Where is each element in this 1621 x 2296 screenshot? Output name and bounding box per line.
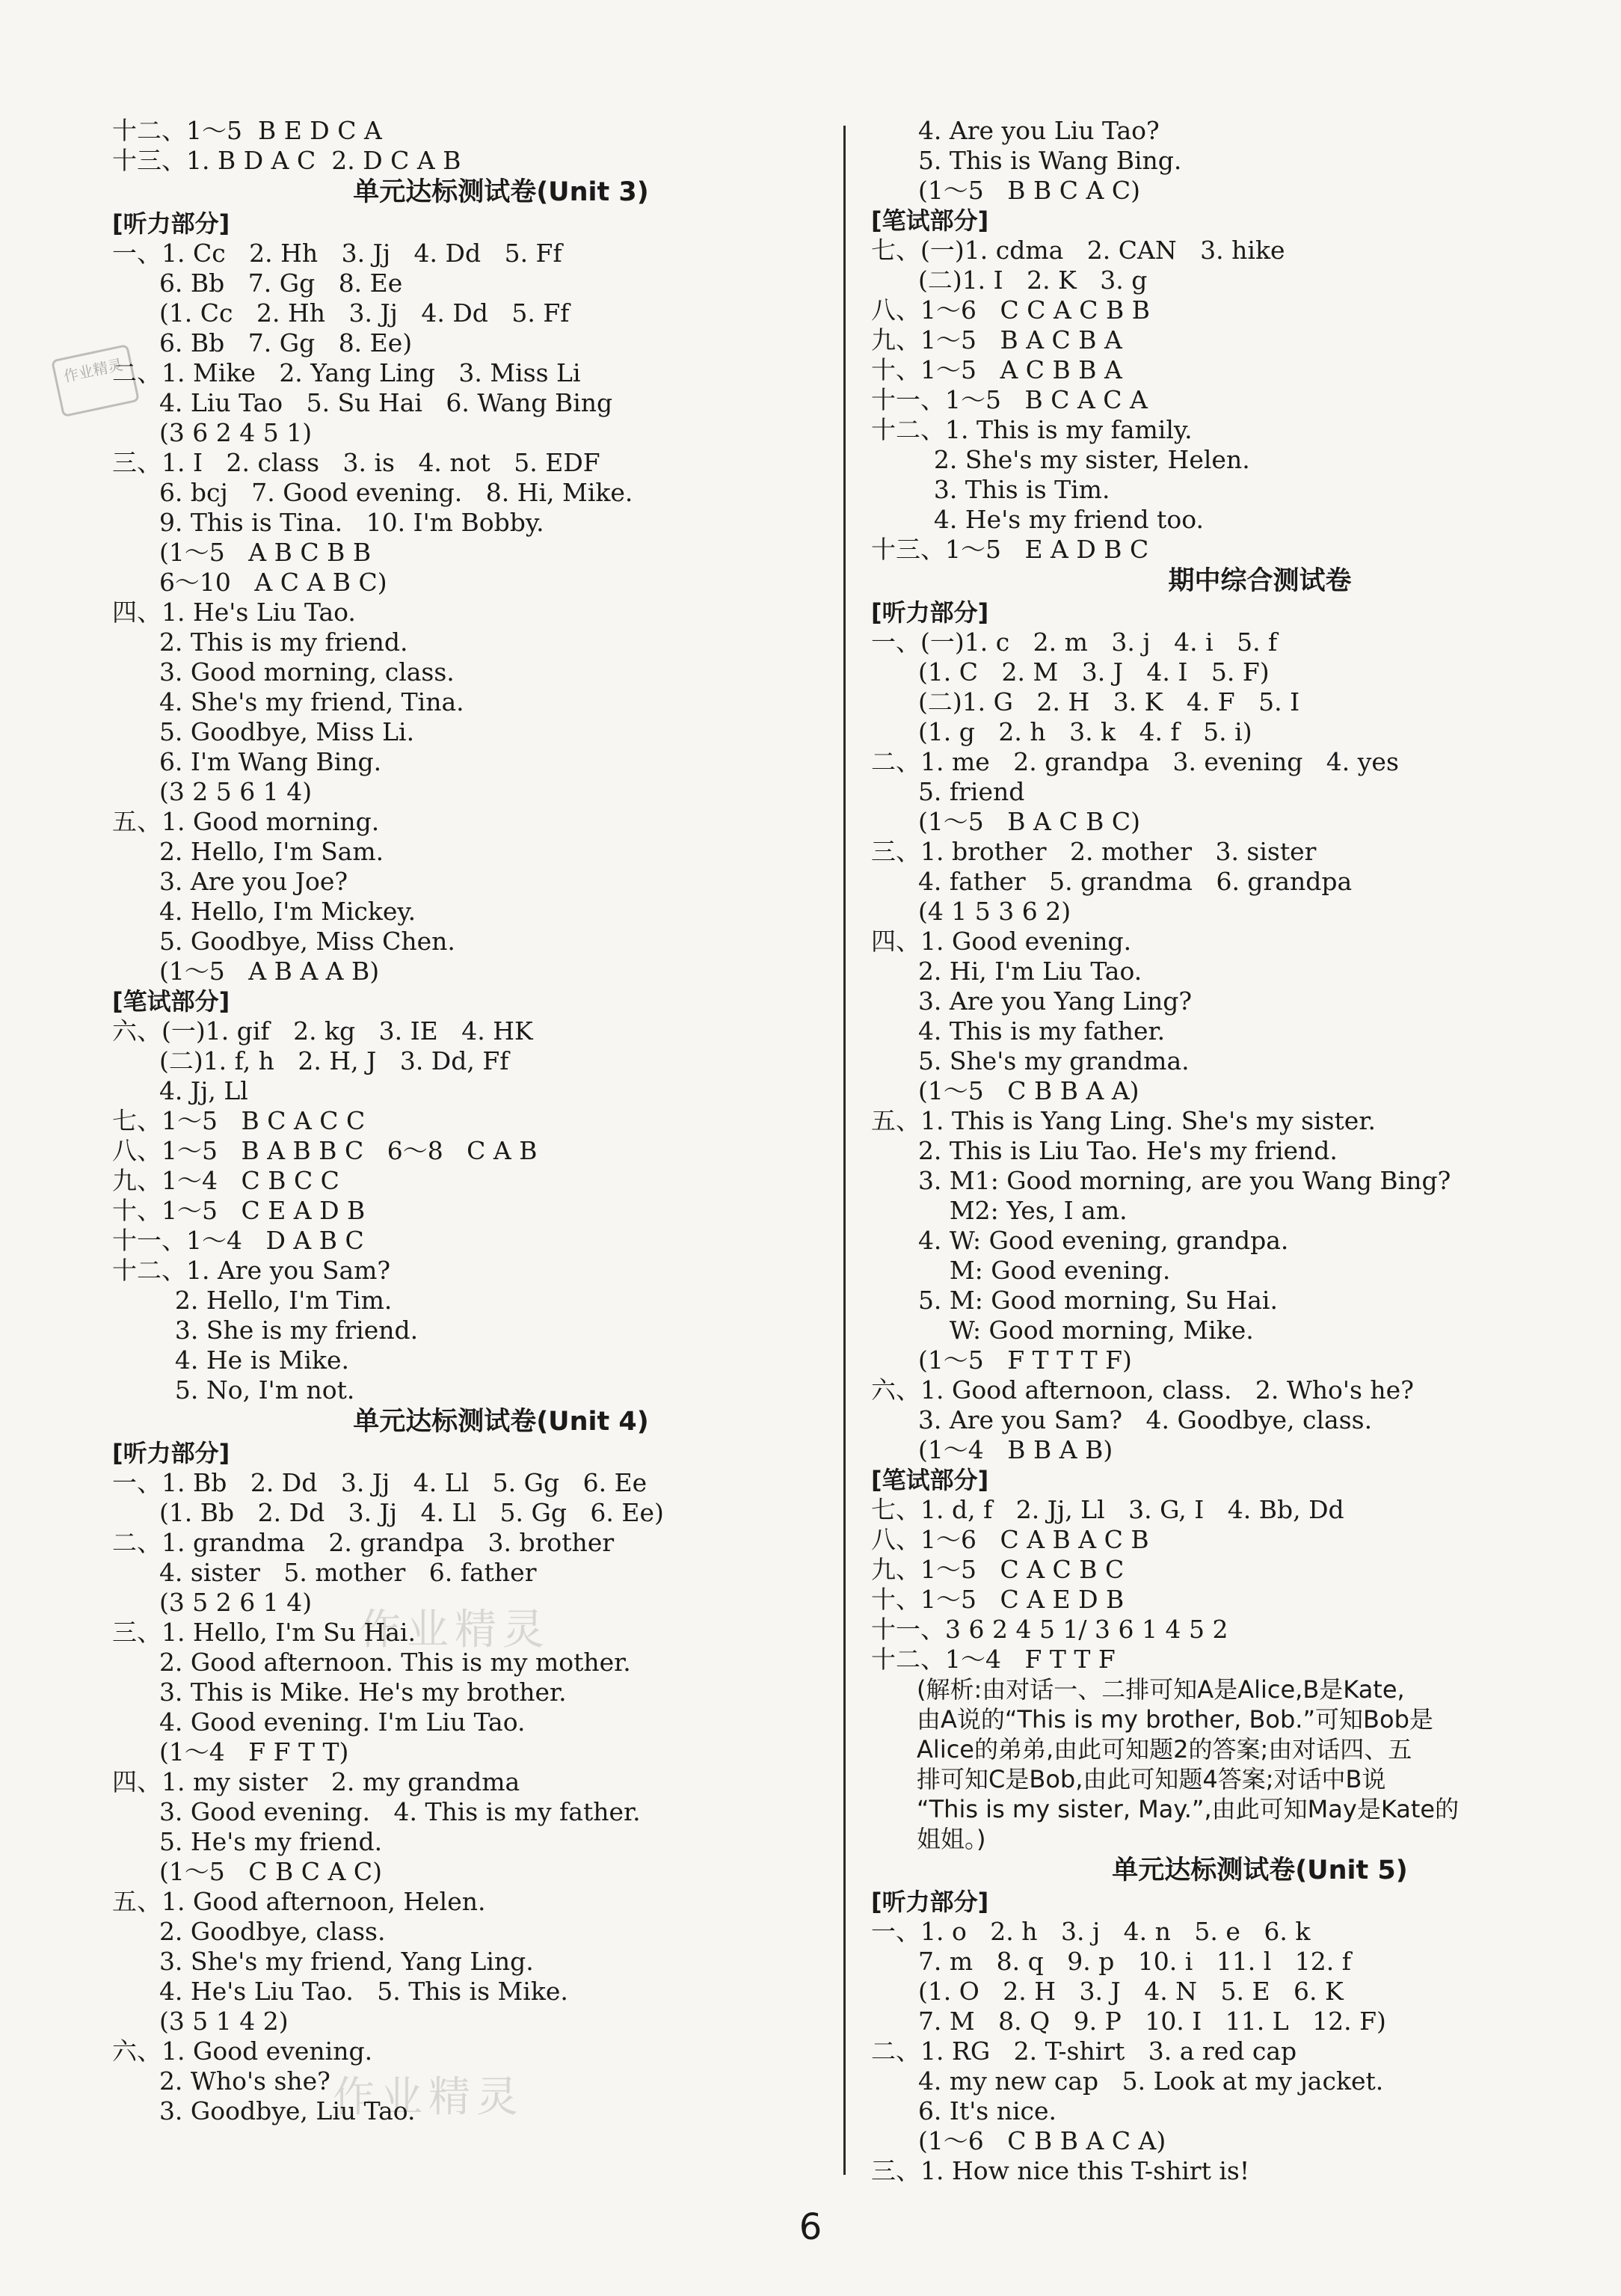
part-label: [听力部分] bbox=[112, 209, 230, 238]
answer-line: 三、1. I 2. class 3. is 4. not 5. EDF bbox=[112, 448, 600, 477]
answer-line: 2. Goodbye, class. bbox=[112, 1917, 386, 1946]
answer-line: 3. M1: Good morning, are you Wang Bing? bbox=[871, 1166, 1451, 1195]
answer-line: 7. m 8. q 9. p 10. i 11. l 12. f bbox=[871, 1947, 1351, 1976]
part-label: [听力部分] bbox=[871, 598, 989, 627]
answer-line: 4. Are you Liu Tao? bbox=[871, 116, 1160, 145]
answer-line: 3. Are you Yang Ling? bbox=[871, 986, 1193, 1016]
answer-line: 八、1～6 C C A C B B bbox=[871, 295, 1150, 325]
part-label: [笔试部分] bbox=[871, 1466, 989, 1494]
answer-line: 一、1. Cc 2. Hh 3. Jj 4. Dd 5. Ff bbox=[112, 239, 562, 268]
answer-line: 四、1. He's Liu Tao. bbox=[112, 598, 356, 627]
answer-line: 十三、1～5 E A D B C bbox=[871, 535, 1149, 564]
answer-line: (1～5 B A C B C) bbox=[871, 807, 1140, 836]
answer-line: 4. Hello, I'm Mickey. bbox=[112, 897, 416, 926]
answer-line: (4 1 5 3 6 2) bbox=[871, 897, 1071, 926]
answer-line: 二、1. me 2. grandpa 3. evening 4. yes bbox=[871, 747, 1399, 776]
answer-line: (1～4 F F T T) bbox=[112, 1737, 349, 1766]
answer-line: 5. Goodbye, Miss Li. bbox=[112, 717, 415, 746]
part-label: [听力部分] bbox=[871, 1888, 989, 1916]
answer-line: 5. M: Good morning, Su Hai. bbox=[871, 1286, 1278, 1315]
answer-line: 八、1～6 C A B A C B bbox=[871, 1525, 1149, 1554]
answer-line: 4. This is my father. bbox=[871, 1016, 1166, 1046]
answer-line: 2. Good afternoon. This is my mother. bbox=[112, 1648, 631, 1677]
answer-line: (1～5 F T T T F) bbox=[871, 1345, 1132, 1375]
answer-line: 七、(一)1. cdma 2. CAN 3. hike bbox=[871, 236, 1285, 265]
answer-line: 4. father 5. grandma 6. grandpa bbox=[871, 867, 1353, 896]
answer-line: 十二、1. This is my family. bbox=[871, 415, 1193, 444]
right-column bbox=[871, 116, 1589, 2186]
section-heading: 单元达标测试卷(Unit 4) bbox=[353, 1407, 649, 1437]
answer-line: 6. bcj 7. Good evening. 8. Hi, Mike. bbox=[112, 478, 633, 507]
answer-line: 6. I'm Wang Bing. bbox=[112, 747, 382, 776]
answer-line: (二)1. I 2. K 3. g bbox=[871, 265, 1148, 295]
answer-line: 十、1～5 C E A D B bbox=[112, 1196, 366, 1225]
answer-line: (3 5 1 4 2) bbox=[112, 2007, 289, 2036]
answer-line: (1. C 2. M 3. J 4. I 5. F) bbox=[871, 657, 1270, 687]
answer-line: 3. This is Tim. bbox=[871, 475, 1110, 504]
answer-line: 3. Good morning, class. bbox=[112, 657, 455, 687]
answer-line: 3. She's my friend, Yang Ling. bbox=[112, 1947, 534, 1976]
answer-line: W: Good morning, Mike. bbox=[871, 1316, 1254, 1345]
answer-line: 五、1. Good afternoon, Helen. bbox=[112, 1887, 486, 1916]
answer-line: 十二、1～4 F T T F bbox=[871, 1645, 1116, 1674]
answer-line: 4. W: Good evening, grandpa. bbox=[871, 1226, 1289, 1255]
answer-line: 4. She's my friend, Tina. bbox=[112, 687, 464, 716]
answer-line: (1～5 C B B A A) bbox=[871, 1076, 1139, 1105]
explanation-line: 由A说的“This is my brother, Bob.”可知Bob是 bbox=[871, 1705, 1433, 1734]
explanation-line: 排可知C是Bob,由此可知题4答案;对话中B说 bbox=[871, 1765, 1386, 1793]
column-divider bbox=[843, 126, 846, 2175]
answer-line: 五、1. This is Yang Ling. She's my sister. bbox=[871, 1106, 1376, 1135]
answer-line: (1～6 C B B A C A) bbox=[871, 2126, 1166, 2155]
watermark: 作业精灵 bbox=[359, 1606, 550, 1654]
answer-line: 十一、3 6 2 4 5 1/ 3 6 1 4 5 2 bbox=[871, 1615, 1228, 1644]
answer-line: 4. He is Mike. bbox=[112, 1345, 350, 1375]
answer-line: 5. This is Wang Bing. bbox=[871, 146, 1182, 175]
left-column bbox=[112, 116, 830, 2126]
answer-line: 2. She's my sister, Helen. bbox=[871, 445, 1250, 474]
answer-line: 9. This is Tina. 10. I'm Bobby. bbox=[112, 508, 544, 537]
answer-line: 七、1. d, f 2. Jj, Ll 3. G, I 4. Bb, Dd bbox=[871, 1495, 1344, 1524]
answer-line: 3. She is my friend. bbox=[112, 1316, 419, 1345]
answer-line: (3 2 5 6 1 4) bbox=[112, 777, 313, 806]
answer-line: 四、1. Good evening. bbox=[871, 927, 1132, 956]
answer-line: M: Good evening. bbox=[871, 1256, 1171, 1285]
answer-line: 5. Goodbye, Miss Chen. bbox=[112, 927, 455, 956]
answer-line: 2. This is my friend. bbox=[112, 627, 408, 657]
answer-line: (1～4 B B A B) bbox=[871, 1435, 1113, 1464]
part-label: [笔试部分] bbox=[112, 987, 230, 1016]
answer-line: 3. Good evening. 4. This is my father. bbox=[112, 1797, 641, 1826]
answer-line: 6. Bb 7. Gg 8. Ee bbox=[112, 268, 403, 298]
answer-line: 3. Are you Joe? bbox=[112, 867, 348, 896]
answer-line: 九、1～4 C B C C bbox=[112, 1166, 339, 1195]
answer-line: (1. Cc 2. Hh 3. Jj 4. Dd 5. Ff bbox=[112, 298, 570, 328]
answer-line: 3. Are you Sam? 4. Goodbye, class. bbox=[871, 1405, 1373, 1434]
answer-line: 2. Hi, I'm Liu Tao. bbox=[871, 957, 1142, 986]
part-label: [笔试部分] bbox=[871, 206, 989, 235]
answer-line: 九、1～5 C A C B C bbox=[871, 1555, 1125, 1584]
answer-line: 2. Hello, I'm Sam. bbox=[112, 837, 384, 866]
answer-line: (1～5 A B A A B) bbox=[112, 957, 380, 986]
answer-line: (1～5 C B C A C) bbox=[112, 1857, 382, 1886]
answer-line: 六、(一)1. gif 2. kg 3. IE 4. HK bbox=[112, 1016, 533, 1046]
answer-line: 4. Jj, Ll bbox=[112, 1076, 248, 1105]
answer-line: (3 5 2 6 1 4) bbox=[112, 1588, 313, 1617]
answer-line: 6. Bb 7. Gg 8. Ee) bbox=[112, 328, 413, 357]
answer-line: 十二、1. Are you Sam? bbox=[112, 1256, 391, 1285]
answer-line: 一、1. Bb 2. Dd 3. Jj 4. Ll 5. Gg 6. Ee bbox=[112, 1468, 648, 1497]
answer-line: 2. Who's she? bbox=[112, 2066, 330, 2096]
answer-line: 三、1. brother 2. mother 3. sister bbox=[871, 837, 1317, 866]
answer-line: 5. She's my grandma. bbox=[871, 1046, 1190, 1075]
answer-line: (1. Bb 2. Dd 3. Jj 4. Ll 5. Gg 6. Ee) bbox=[112, 1498, 664, 1527]
answer-line: 4. Liu Tao 5. Su Hai 6. Wang Bing bbox=[112, 388, 613, 417]
answer-line: 4. He's my friend too. bbox=[871, 505, 1204, 534]
answer-line: 二、1. grandma 2. grandpa 3. brother bbox=[112, 1528, 615, 1557]
answer-line: M2: Yes, I am. bbox=[871, 1196, 1128, 1225]
answer-line: 十、1～5 A C B B A bbox=[871, 355, 1122, 384]
page-number: 6 bbox=[799, 2206, 822, 2248]
answer-line: (二)1. f, h 2. H, J 3. Dd, Ff bbox=[112, 1046, 509, 1075]
answer-line: 3. Goodbye, Liu Tao. bbox=[112, 2096, 416, 2125]
explanation-line: Alice的弟弟,由此可知题2的答案;由对话四、五 bbox=[871, 1735, 1412, 1764]
stamp-text: 作业精灵 bbox=[61, 355, 125, 386]
answer-line: 二、1. RG 2. T-shirt 3. a red cap bbox=[871, 2036, 1297, 2066]
answer-line: 2. Hello, I'm Tim. bbox=[112, 1286, 393, 1315]
answer-line: 三、1. Hello, I'm Su Hai. bbox=[112, 1618, 416, 1647]
answer-line: 4. Good evening. I'm Liu Tao. bbox=[112, 1707, 526, 1737]
answer-line: 2. This is Liu Tao. He's my friend. bbox=[871, 1136, 1338, 1165]
answer-line: 六、1. Good afternoon, class. 2. Who's he? bbox=[871, 1375, 1414, 1405]
answer-line: 五、1. Good morning. bbox=[112, 807, 380, 836]
answer-line: (二)1. G 2. H 3. K 4. F 5. I bbox=[871, 687, 1300, 716]
explanation-line: (解析:由对话一、二排可知A是Alice,B是Kate, bbox=[871, 1675, 1405, 1704]
answer-line: 4. sister 5. mother 6. father bbox=[112, 1558, 537, 1587]
answer-line: (1. O 2. H 3. J 4. N 5. E 6. K bbox=[871, 1977, 1344, 2006]
answer-line: (1～5 B B C A C) bbox=[871, 176, 1140, 205]
answer-line: 5. friend bbox=[871, 777, 1025, 806]
answer-line: 6. It's nice. bbox=[871, 2096, 1057, 2125]
answer-line: (1. g 2. h 3. k 4. f 5. i) bbox=[871, 717, 1252, 746]
answer-line: 7. M 8. Q 9. P 10. I 11. L 12. F) bbox=[871, 2007, 1386, 2036]
answer-line: 七、1～5 B C A C C bbox=[112, 1106, 366, 1135]
answer-line: 5. He's my friend. bbox=[112, 1827, 383, 1856]
answer-line: 九、1～5 B A C B A bbox=[871, 325, 1122, 354]
answer-line: 八、1～5 B A B B C 6～8 C A B bbox=[112, 1136, 538, 1165]
explanation-line: “This is my sister, May.”,由此可知May是Kate的 bbox=[871, 1795, 1459, 1823]
section-heading: 单元达标测试卷(Unit 5) bbox=[1112, 1855, 1408, 1885]
answer-line: 4. my new cap 5. Look at my jacket. bbox=[871, 2066, 1384, 2096]
answer-line: 十三、1. B D A C 2. D C A B bbox=[112, 146, 461, 175]
answer-line: (1～5 A B C B B bbox=[112, 538, 372, 567]
answer-line: 十、1～5 C A E D B bbox=[871, 1585, 1125, 1614]
watermark: 作业精灵 bbox=[333, 2073, 524, 2122]
answer-line: 5. No, I'm not. bbox=[112, 1375, 355, 1405]
answer-line: 三、1. How nice this T-shirt is! bbox=[871, 2156, 1250, 2185]
section-heading: 单元达标测试卷(Unit 3) bbox=[353, 177, 649, 207]
section-heading: 期中综合测试卷 bbox=[1168, 566, 1352, 596]
answer-line: 3. This is Mike. He's my brother. bbox=[112, 1678, 567, 1707]
answer-line: 二、1. Mike 2. Yang Ling 3. Miss Li bbox=[112, 358, 581, 387]
answer-line: 四、1. my sister 2. my grandma bbox=[112, 1767, 520, 1796]
answer-line: 十一、1～4 D A B C bbox=[112, 1226, 364, 1255]
answer-line: (3 6 2 4 5 1) bbox=[112, 418, 313, 447]
answer-line: 一、(一)1. c 2. m 3. j 4. i 5. f bbox=[871, 627, 1278, 657]
answer-line: 十二、1～5 B E D C A bbox=[112, 116, 382, 145]
part-label: [听力部分] bbox=[112, 1439, 230, 1467]
explanation-line: 姐姐。) bbox=[871, 1825, 986, 1853]
answer-line: 6～10 A C A B C) bbox=[112, 568, 387, 597]
answer-line: 4. He's Liu Tao. 5. This is Mike. bbox=[112, 1977, 568, 2006]
answer-line: 六、1. Good evening. bbox=[112, 2036, 373, 2066]
answer-line: 十一、1～5 B C A C A bbox=[871, 385, 1148, 414]
answer-line: 一、1. o 2. h 3. j 4. n 5. e 6. k bbox=[871, 1917, 1311, 1946]
